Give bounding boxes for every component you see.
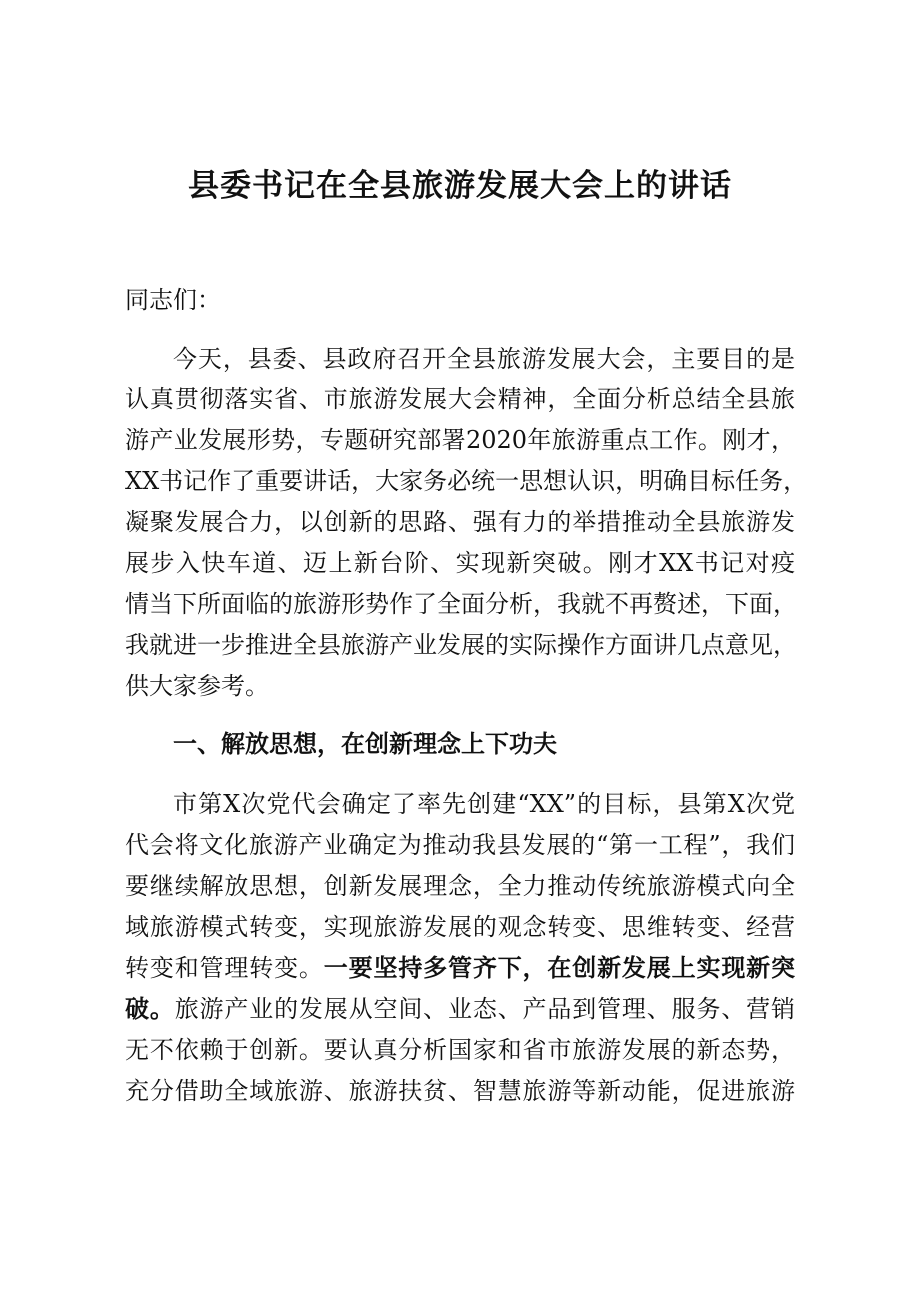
paragraph-line: 情当下所面临的旅游形势作了全面分析，我就不再赘述，下面， xyxy=(125,590,797,618)
document-title: 县委书记在全县旅游发展大会上的讲话 xyxy=(188,168,732,204)
paragraph-line: 我就进一步推进全县旅游产业发展的实际操作方面讲几点意见， xyxy=(125,631,797,659)
paragraph-line: 今天，县委、县政府召开全县旅游发展大会，主要目的是 xyxy=(173,345,795,373)
section-heading: 一、解放思想，在创新理念上下功夫 xyxy=(173,730,557,758)
paragraph-text: 旅游产业的发展从空间、业态、产品到管理、服务、营销 xyxy=(174,995,796,1023)
salutation: 同志们： xyxy=(125,286,221,314)
paragraph-text: 转变和管理转变。 xyxy=(125,954,324,982)
emphasis-text: 破。 xyxy=(125,994,175,1023)
paragraph-line: 域旅游模式转变，实现旅游发展的观念转变、思维转变、经营 xyxy=(125,913,795,941)
paragraph-line xyxy=(125,987,795,1031)
paragraph-line: 要继续解放思想，创新发展理念，全力推动传统旅游模式向全 xyxy=(125,872,795,900)
paragraph-line: 供大家参考。 xyxy=(125,672,269,700)
paragraph-line: 无不依赖于创新。要认真分析国家和省市旅游发展的新态势， xyxy=(125,1036,795,1064)
paragraph-line: 充分借助全域旅游、旅游扶贫、智慧旅游等新动能，促进旅游 xyxy=(125,1077,795,1105)
paragraph-line: XX书记作了重要讲话，大家务必统一思想认识，明确目标任务， xyxy=(125,467,808,495)
paragraph-line xyxy=(125,946,795,990)
paragraph-line: 认真贯彻落实省、市旅游发展大会精神，全面分析总结全县旅 xyxy=(125,385,795,413)
paragraph-line: 展步入快车道、迈上新台阶、实现新突破。刚才XX书记对疫 xyxy=(125,549,795,577)
paragraph-line: 代会将文化旅游产业确定为推动我县发展的“第一工程”，我们 xyxy=(125,831,795,859)
emphasis-text: 一要坚持多管齐下，在创新发展上实现新突 xyxy=(323,953,796,982)
paragraph-line: 市第X次党代会确定了率先创建“XX”的目标，县第X次党 xyxy=(173,790,795,818)
paragraph-line: 游产业发展形势，专题研究部署2020年旅游重点工作。刚才， xyxy=(125,426,795,454)
paragraph-line: 凝聚发展合力，以创新的思路、强有力的举措推动全县旅游发 xyxy=(125,508,795,536)
